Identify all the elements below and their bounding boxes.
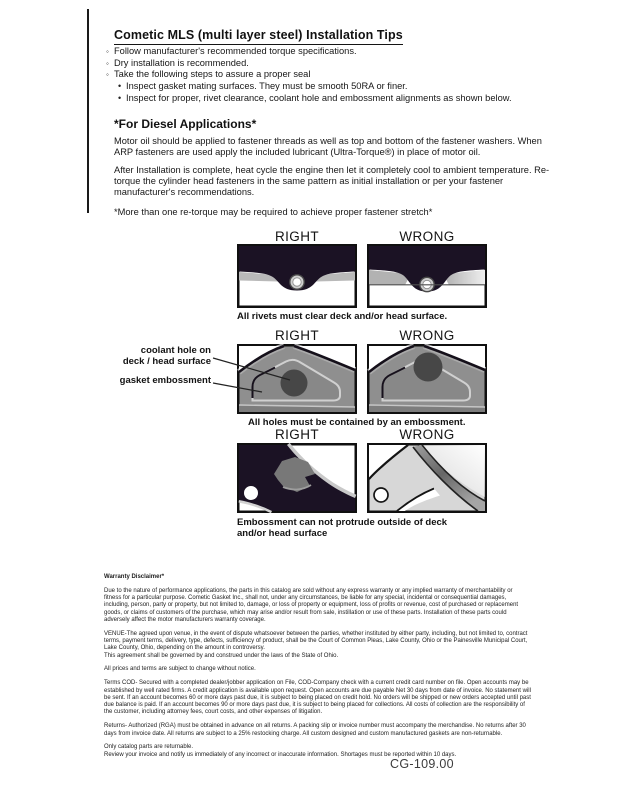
page-title: Cometic MLS (multi layer steel) Installation Tips [114, 28, 403, 45]
bolt-hole [374, 488, 388, 502]
bullet-dot-icon: • [118, 81, 122, 92]
right-label: RIGHT [275, 427, 319, 442]
wrong-label: WRONG [399, 427, 455, 442]
row3-caption: Embossment can not protrude outside of deck and/or head surface [237, 517, 448, 539]
disclaimer-paragraph: All prices and terms are subject to change without notice. [104, 666, 256, 673]
diagram-rivet-wrong [367, 244, 487, 308]
bullet-circle-icon: ◦ [106, 70, 109, 80]
list-item [106, 46, 556, 58]
page-number: CG-109.00 [390, 757, 454, 771]
bullet-dot-icon: • [118, 92, 122, 103]
diesel-paragraph-2: After Installation is complete, heat cycle the engine then let it completely cool to ambient temperature. Re-torque the cylinder head fasteners in the same pattern as initial installation or per your fastener manufacturer's recommendations. [114, 165, 550, 197]
disclaimer-paragraph: Due to the nature of performance applications, the parts in this catalog are sold without any express warranty or any implied warranty of merchantability or fitness for a particular purpose. Cometic Gasket Inc., shall not, under any circumstances, be liable for any special, incidental or consequential damages, including, person, party or property, but not limited to, damage, or loss of property or equipment, loss of profits or revenue, cost of purchased or replacement goods, or claims of customers of the purchase, which may arise and/or result from sale, instillation or use of these parts. Installation of these parts could adversely affect the motor manufacturers warranty coverage. [104, 587, 519, 623]
diagram-embossment-right [237, 443, 357, 513]
list-item-text: Inspect for proper, rivet clearance, coolant hole and embossment alignments as shown below. [126, 92, 512, 103]
row1-caption: All rivets must clear deck and/or head surface. [237, 311, 448, 322]
disclaimer-paragraph: This agreement shall be governed by and construed under the laws of the State of Ohio. [104, 652, 339, 659]
retorque-note: *More than one re-torque may be required to achieve proper fastener stretch* [114, 207, 433, 217]
coolant-hole [414, 353, 443, 382]
list-item-text: Inspect gasket mating surfaces. They must be smooth 50RA or finer. [126, 81, 408, 92]
diagram-rivet-right [237, 244, 357, 308]
list-item [118, 81, 556, 93]
gasket-embossment-callout: gasket embossment [119, 375, 211, 386]
row2-caption: All holes must be contained by an embossment. [248, 417, 466, 428]
list-item-text: Take the following steps to assure a proper seal [114, 69, 311, 80]
coolant-hole-callout: coolant hole on deck / head surface [122, 345, 211, 367]
list-item [106, 58, 556, 70]
bolt-hole [244, 486, 258, 500]
warranty-disclaimer [104, 574, 531, 765]
coolant-hole [281, 370, 308, 397]
bullet-circle-icon: ◦ [106, 58, 109, 68]
disclaimer-paragraph: Review your invoice and notify us immediately of any incorrect or inaccurate information. Shortages must be reported within 10 days. [104, 751, 457, 758]
diagram-embossment-wrong [367, 443, 487, 513]
right-label: RIGHT [275, 229, 319, 244]
installation-tips-list [106, 46, 556, 105]
disclaimer-paragraph: VENUE-The agreed upon venue, in the event of dispute whatsoever between the parties, whether instituted by either party, including, but not limited to, contract terms, payment terms, delivery, type, defects, sufficiency of product, shall be the Court of Common Pleas, Lake County, Ohio or the Painesville Municipal Court, Lake County, Ohio, depending on the amount in controversy. [104, 630, 528, 652]
diesel-paragraph-1: Motor oil should be applied to fastener threads as well as top and bottom of the fastener washers. When ARP fasteners are used apply the included lubricant (Ultra-Torque®) in place of motor oil. [114, 136, 542, 157]
list-item [106, 69, 556, 81]
disclaimer-paragraph: Returns- Authorized (RGA) must be obtained in advance on all returns. A packing slip or invoice number must accompany the merchandise. No returns after 30 days from invoice date. All returns are subject to a 25% restocking charge. All custom designed and custom manufactured gaskets are non-returnable. [104, 723, 526, 737]
right-label: RIGHT [275, 328, 319, 343]
diagram-coolant-hole-wrong [367, 344, 487, 414]
list-item-text: Dry installation is recommended. [114, 57, 249, 68]
diesel-applications-heading: *For Diesel Applications* [114, 117, 257, 131]
left-margin-mark [87, 9, 89, 213]
diagram-coolant-hole-right [237, 344, 357, 414]
list-item-text: Follow manufacturer's recommended torque specifications. [114, 46, 357, 56]
disclaimer-heading: Warranty Disclaimer* [104, 574, 165, 580]
bullet-circle-icon: ◦ [106, 47, 109, 56]
wrong-label: WRONG [399, 229, 455, 244]
wrong-label: WRONG [399, 328, 455, 343]
list-item [118, 93, 556, 105]
disclaimer-paragraph: Only catalog parts are returnable. [104, 744, 194, 751]
disclaimer-paragraph: Terms COD- Secured with a completed dealer/jobber application on File, COD-Company check with a current credit card number on file. Open accounts may be established by well rated firms. A credit application is available upon request. Open accounts are due payable Net 30 days from date of invoice. No statement will be sent. If an account becomes 60 or more days past due, it is subject to being placed on credit hold. No orders will be shipped or new orders accepted until past due balance is paid. If an account becomes 90 or more days past due, it is subject to being placed for collections. All costs of collection are the responsibility of the customer, including attorney fees, court costs, and other expenses of litigation. [104, 680, 531, 716]
